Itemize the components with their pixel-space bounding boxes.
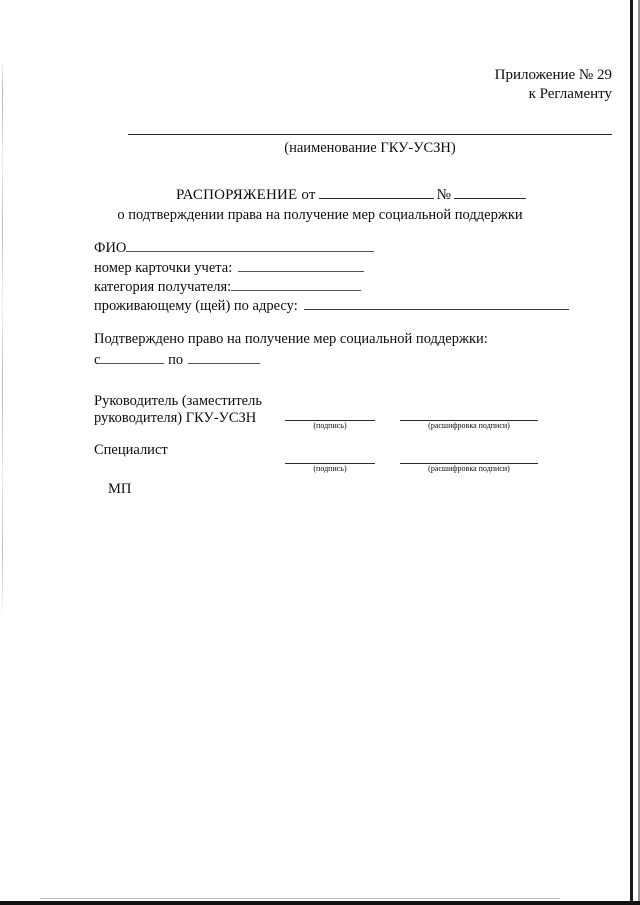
order-date-blank[interactable] bbox=[319, 185, 434, 199]
field-fio-input[interactable] bbox=[126, 238, 374, 252]
confirmation-period bbox=[94, 350, 260, 369]
organization-name-caption: (наименование ГКУ-УСЗН) bbox=[284, 140, 456, 156]
signature-role-head bbox=[94, 393, 262, 427]
signature-row-head bbox=[94, 393, 564, 433]
signature-role-specialist bbox=[94, 442, 168, 459]
signature-block bbox=[94, 393, 564, 475]
field-fio bbox=[94, 238, 374, 257]
field-category-input[interactable] bbox=[231, 277, 361, 291]
field-address-input[interactable] bbox=[304, 296, 569, 310]
scan-edge-right bbox=[630, 0, 633, 905]
order-title-row bbox=[176, 185, 529, 204]
period-to-input[interactable] bbox=[188, 350, 260, 364]
transcript-caption-head: (расшифровка подписи) bbox=[428, 421, 510, 430]
signature-caption-specialist: (подпись) bbox=[313, 464, 347, 473]
confirmation-text: Подтверждено право на получение мер социальной поддержки: bbox=[94, 331, 488, 347]
field-card-number-label: номер карточки учета: bbox=[94, 260, 233, 276]
field-address bbox=[94, 296, 569, 315]
period-from-input[interactable] bbox=[100, 350, 164, 364]
order-subtitle: о подтверждении права на получение мер социальной поддержки bbox=[117, 207, 523, 223]
transcript-caption-specialist: (расшифровка подписи) bbox=[428, 464, 510, 473]
scan-edge-left bbox=[2, 60, 3, 620]
period-from-label: с bbox=[94, 352, 101, 368]
field-category bbox=[94, 277, 361, 296]
signature-role-specialist-line1: Специалист bbox=[94, 442, 168, 458]
scan-edge-bottom bbox=[0, 901, 640, 905]
appendix-number: Приложение № 29 bbox=[494, 67, 612, 83]
order-title-label: РАСПОРЯЖЕНИЕ от bbox=[176, 187, 316, 203]
field-address-label: проживающему (щей) по адресу: bbox=[94, 298, 298, 314]
field-category-label: категория получателя: bbox=[94, 279, 232, 295]
appendix-reference: к Регламенту bbox=[528, 86, 612, 102]
period-to-label: по bbox=[168, 352, 184, 368]
field-fio-label: ФИО bbox=[94, 240, 127, 256]
signature-role-head-line2: руководителя) ГКУ-УСЗН bbox=[94, 410, 257, 426]
order-number-symbol: № bbox=[436, 187, 452, 203]
signature-row-specialist bbox=[94, 433, 564, 475]
field-card-number bbox=[94, 258, 364, 277]
signature-caption-head: (подпись) bbox=[313, 421, 347, 430]
field-card-number-input[interactable] bbox=[238, 258, 364, 272]
organization-name-rule bbox=[128, 134, 612, 135]
appendix-header bbox=[495, 66, 612, 104]
signature-role-head-line1: Руководитель (заместитель bbox=[94, 393, 262, 409]
scan-smudge-bottom bbox=[40, 898, 560, 899]
order-number-blank[interactable] bbox=[454, 185, 526, 199]
seal-mark: МП bbox=[108, 481, 132, 497]
